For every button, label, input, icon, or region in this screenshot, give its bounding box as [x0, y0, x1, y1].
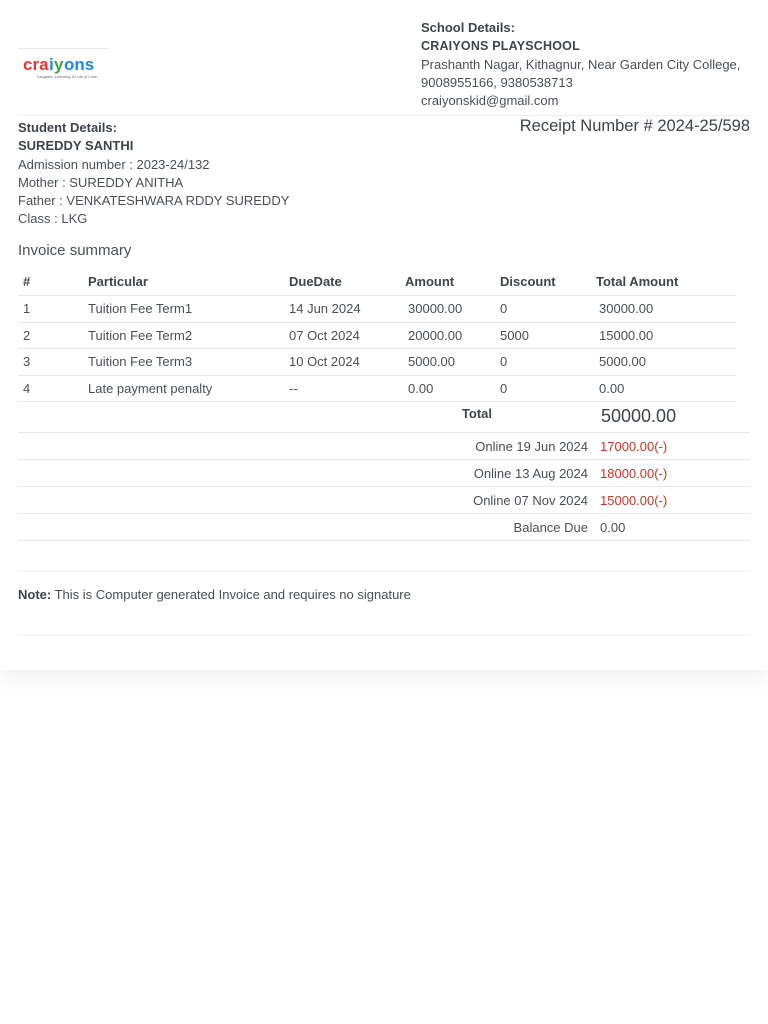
school-details-label: School Details:	[421, 20, 515, 35]
total-row	[18, 402, 750, 433]
payment-value: 18000.00(-)	[600, 466, 668, 481]
cell-total-amount: 15000.00	[591, 322, 736, 349]
total-value: 50000.00	[601, 406, 677, 426]
payment-row	[18, 460, 750, 487]
table-row	[18, 375, 736, 402]
table-row	[18, 296, 736, 323]
receipt-number: Receipt Number # 2024-25/598	[519, 117, 750, 135]
table-row	[18, 349, 736, 376]
cell-total-amount: 5000.00	[591, 349, 736, 376]
cell-index: 3	[18, 349, 83, 376]
student-details	[18, 119, 398, 229]
cell-duedate: 14 Jun 2024	[284, 296, 400, 323]
cell-duedate: 07 Oct 2024	[284, 322, 400, 349]
payment-row	[18, 487, 750, 514]
cell-particular: Tuition Fee Term1	[83, 296, 284, 323]
cell-discount: 0	[495, 349, 591, 376]
cell-amount: 0.00	[400, 375, 495, 402]
payment-label: Online 07 Nov 2024	[473, 493, 588, 508]
admission-number: Admission number : 2023-24/132	[18, 156, 210, 172]
note-label: Note:	[18, 587, 52, 602]
svg-text:cra: cra	[23, 55, 49, 74]
table-header-row	[18, 268, 736, 296]
cell-amount: 20000.00	[400, 322, 495, 349]
cell-duedate: --	[284, 375, 400, 402]
col-header-duedate: DueDate	[284, 268, 400, 296]
payment-value: 17000.00(-)	[600, 439, 668, 454]
school-logo	[18, 48, 108, 83]
svg-text:y: y	[54, 55, 64, 74]
school-name: CRAIYONS PLAYSCHOOL	[421, 39, 580, 54]
school-details	[421, 19, 761, 110]
balance-row	[18, 514, 750, 541]
cell-particular: Late payment penalty	[83, 375, 284, 402]
invoice-table	[18, 268, 736, 402]
cell-discount: 0	[495, 296, 591, 323]
table-row	[18, 322, 736, 349]
note-text: This is Computer generated Invoice and requires no signature	[51, 587, 411, 602]
balance-label: Balance Due	[513, 520, 588, 535]
svg-text:Laughter, Learning & Lots of L: Laughter, Learning & Lots of Love	[37, 74, 98, 79]
cell-discount: 0	[495, 375, 591, 402]
cell-particular: Tuition Fee Term2	[83, 322, 284, 349]
payment-label: Online 19 Jun 2024	[475, 439, 588, 454]
payment-summary	[18, 402, 750, 541]
cell-index: 4	[18, 375, 83, 402]
class-name: Class : LKG	[18, 211, 88, 227]
cell-particular: Tuition Fee Term3	[83, 349, 284, 376]
cell-total-amount: 0.00	[591, 375, 736, 402]
col-header-discount: Discount	[495, 268, 591, 296]
col-header-amount: Amount	[400, 268, 495, 296]
payment-value: 15000.00(-)	[600, 493, 668, 508]
divider	[18, 571, 750, 572]
cell-discount: 5000	[495, 322, 591, 349]
cell-total-amount: 30000.00	[591, 296, 736, 323]
school-address: Prashanth Nagar, Kithagnur, Near Garden City College,	[421, 56, 741, 72]
note	[18, 587, 411, 602]
divider	[18, 635, 750, 636]
payment-row	[18, 433, 750, 460]
mother-name: Mother : SUREDDY ANITHA	[18, 174, 184, 190]
svg-text:ons: ons	[64, 55, 95, 74]
payment-label: Online 13 Aug 2024	[473, 466, 588, 481]
cell-amount: 5000.00	[400, 349, 495, 376]
cell-amount: 30000.00	[400, 296, 495, 323]
col-header-total-amount: Total Amount	[591, 268, 736, 296]
school-email: craiyonskid@gmail.com	[421, 93, 559, 109]
cell-duedate: 10 Oct 2024	[284, 349, 400, 376]
balance-value: 0.00	[600, 520, 626, 535]
divider	[18, 115, 750, 116]
total-label: Total	[461, 406, 492, 421]
school-phones: 9008955166, 9380538713	[421, 74, 573, 90]
cell-index: 2	[18, 322, 83, 349]
student-details-label: Student Details:	[18, 120, 117, 135]
student-name: SUREDDY SANTHI	[18, 138, 134, 154]
col-header-index: #	[18, 268, 83, 296]
father-name: Father : VENKATESHWARA RDDY SUREDDY	[18, 193, 290, 209]
cell-index: 1	[18, 296, 83, 323]
col-header-particular: Particular	[83, 268, 284, 296]
invoice-summary-title: Invoice summary	[18, 242, 132, 259]
svg-text:i: i	[49, 55, 54, 74]
